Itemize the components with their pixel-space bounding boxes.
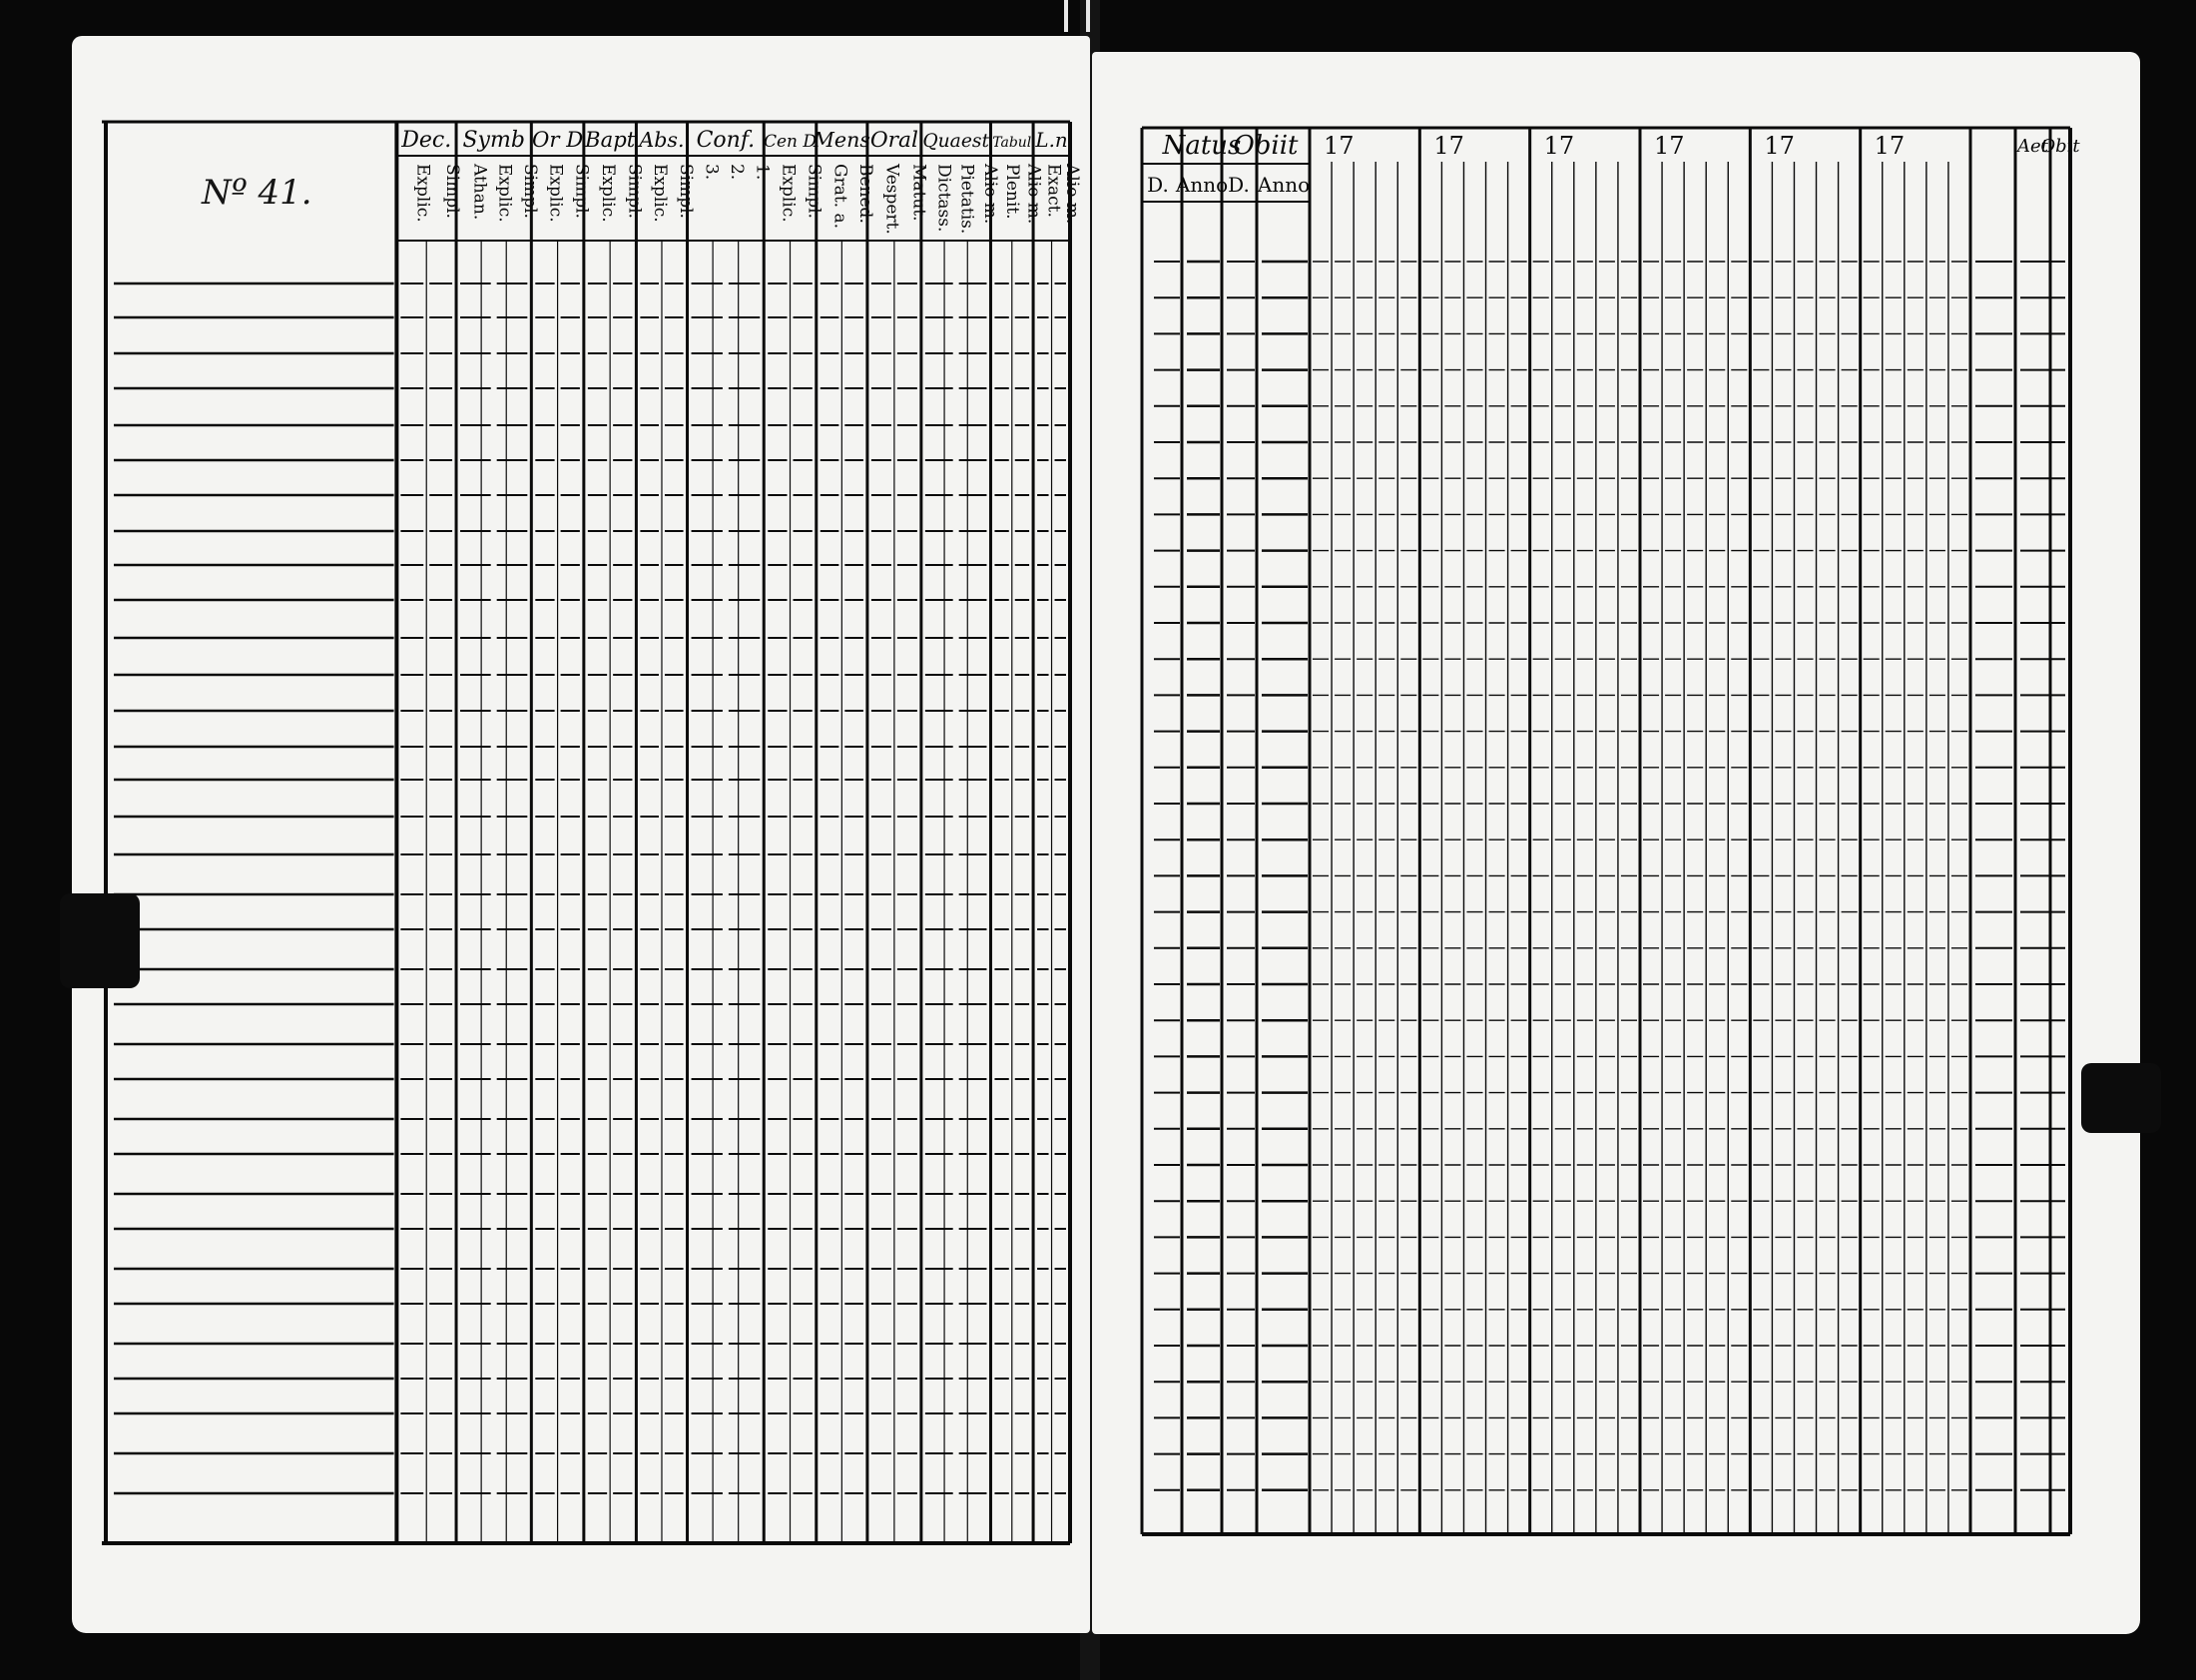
column-subheader: Alio m. bbox=[1061, 164, 1082, 225]
year-column-header: 17 bbox=[1324, 132, 1355, 160]
column-header: Bapt bbox=[585, 127, 636, 152]
column-subheader: Simpl. bbox=[804, 164, 824, 219]
column-subheader: Matut. bbox=[908, 164, 929, 222]
column-subheader: Bened. bbox=[855, 164, 876, 224]
obiit-year: Anno bbox=[1257, 173, 1311, 197]
year-column-header: 17 bbox=[1433, 132, 1464, 160]
column-header: Oral bbox=[869, 128, 918, 153]
spine-mark bbox=[1064, 0, 1068, 32]
column-subheader: Explic. bbox=[494, 164, 515, 223]
column-subheader: Simpl. bbox=[624, 164, 645, 219]
column-header: L.n bbox=[1035, 129, 1068, 152]
column-subheader: Simpl. bbox=[519, 164, 540, 219]
column-subheader: Simpl. bbox=[571, 164, 592, 219]
column-header: Cen D bbox=[764, 131, 817, 151]
column-header: Mens bbox=[813, 128, 870, 152]
spine-mark bbox=[1086, 0, 1090, 32]
column-subheader: 1. bbox=[752, 164, 773, 181]
entry-number: Nº 41. bbox=[202, 173, 312, 213]
column-header: Or D bbox=[532, 127, 584, 152]
left-register-table bbox=[72, 36, 1090, 1633]
binding-clip-right bbox=[2081, 1063, 2161, 1133]
column-header: Symb bbox=[462, 128, 525, 153]
year-column-header: 17 bbox=[1543, 132, 1575, 160]
column-subheader: Pietatis. bbox=[956, 164, 977, 235]
column-header: Conf. bbox=[696, 128, 756, 153]
column-header: Abs. bbox=[639, 128, 685, 152]
column-subheader: Alio m. bbox=[1023, 164, 1044, 225]
column-subheader: Grat. a. bbox=[829, 164, 850, 230]
column-subheader: Explic. bbox=[650, 164, 671, 223]
column-subheader: Explic. bbox=[598, 164, 619, 223]
natus-header: Natus bbox=[1162, 131, 1242, 161]
binding-clip-left bbox=[60, 893, 140, 988]
column-subheader: Simpl. bbox=[442, 164, 463, 219]
natus-day: D. bbox=[1147, 173, 1169, 197]
tail-column-header: Aet bbox=[2017, 136, 2048, 157]
column-subheader: Explic. bbox=[412, 164, 433, 223]
column-subheader: Alio m. bbox=[979, 164, 1000, 225]
column-subheader: 2. bbox=[726, 164, 747, 181]
column-subheader: Exact. bbox=[1043, 164, 1064, 218]
year-column-header: 17 bbox=[1654, 132, 1685, 160]
natus-year: Anno bbox=[1175, 173, 1229, 197]
year-column-header: 17 bbox=[1874, 132, 1906, 160]
column-subheader: Simpl. bbox=[675, 164, 696, 219]
column-subheader: Athan. bbox=[469, 164, 490, 221]
column-header: Dec. bbox=[401, 128, 452, 153]
tail-column-header: Obit bbox=[2040, 136, 2080, 157]
right-page bbox=[1092, 52, 2140, 1634]
right-register-table bbox=[1092, 52, 2140, 1634]
column-subheader: Plenit. bbox=[1002, 164, 1023, 220]
left-page bbox=[72, 36, 1090, 1633]
year-column-header: 17 bbox=[1764, 132, 1795, 160]
obiit-header: Obiit bbox=[1233, 131, 1299, 161]
column-subheader: Explic. bbox=[778, 164, 799, 223]
column-subheader: Dictass. bbox=[933, 164, 954, 233]
column-header: Quaest bbox=[922, 131, 990, 152]
column-subheader: 3. bbox=[701, 164, 722, 181]
obiit-day: D. bbox=[1228, 173, 1250, 197]
column-subheader: Vespert. bbox=[881, 164, 902, 235]
column-header: Tabul bbox=[992, 135, 1032, 151]
column-subheader: Explic. bbox=[545, 164, 566, 223]
